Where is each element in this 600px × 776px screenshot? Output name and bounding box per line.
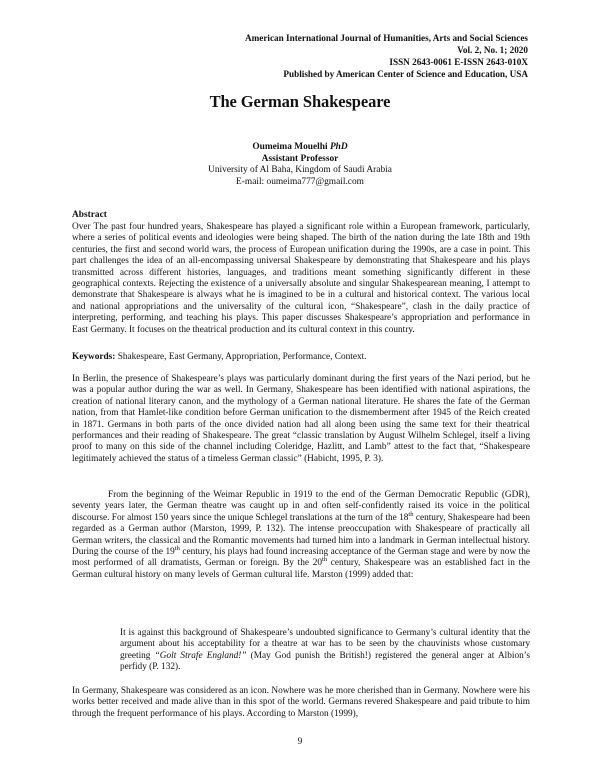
author-name: Oumeima Mouelhi — [252, 142, 328, 152]
journal-name: American International Journal of Humanities, Arts and Social Sciences — [244, 33, 528, 43]
journal-issn: ISSN 2643-0061 E-ISSN 2643-010X — [389, 57, 528, 67]
author-block — [0, 142, 600, 188]
paragraph-3: In Germany, Shakespeare was considered as an icon. Nowhere was he more cherished than in Germany. Nowhere were his works better received and made alive than in this spot of the world. Germans revered Shakespeare and paid tribute to him through the frequent performance of his plays. According to Marston (1999), — [72, 686, 530, 719]
superscript-th: th — [408, 510, 414, 518]
paper-title: The German Shakespeare — [209, 92, 391, 111]
paragraph-2-part-b: century, Shakespeare had been regarded as a German author (Marston, 1999, P. 132). The intense preoccupation with Shakespeare of practically all German writers, the classical and the Romantic movements had turned him into a landmark in German intellectual history. During the course of the 19 — [72, 512, 530, 558]
author-position: Assistant Professor — [261, 153, 339, 164]
journal-header — [245, 32, 528, 80]
author-line — [0, 142, 600, 154]
paragraph-2-part-c: century, his plays had found increasing acceptance of the German stage and were by now the most performed of all dramatists, German or foreign. By the 20 — [72, 547, 531, 569]
block-quote — [120, 628, 530, 674]
paragraph-2 — [72, 490, 530, 581]
page-number: 9 — [297, 737, 303, 747]
quote-part-a: It is against this background of Shakespeare’s undoubted significance to Germany’s cultural identity that the argument about his acceptability for a theatre at war has to be seen by the chauvinists whose customary greeting — [120, 628, 530, 661]
abstract-heading: Abstract — [72, 210, 107, 220]
quote-part-b: (May God punish the British!) registered the general anger at Albion’s perfidy (P. 132). — [120, 650, 530, 673]
quote-italic: “Golt Strafe England!” — [154, 650, 247, 661]
superscript-th: th — [322, 556, 328, 564]
paragraph-2-part-a: From the beginning of the Weimar Republic in 1919 to the end of the German Democratic Republic (GDR), seventy years later, the German theatre was caught up in and often self-confidently raised its voice in the political discourse. For almost 150 years since the unique Schlegel translations at the turn of the 18 — [72, 490, 530, 523]
author-email: E-mail: oumeima777@gmail.com — [236, 176, 364, 187]
keywords-text: Shakespeare, East Germany, Appropriation, Performance, Context. — [115, 352, 367, 362]
journal-volume: Vol. 2, No. 1; 2020 — [457, 45, 528, 55]
keywords-label: Keywords: — [72, 352, 116, 362]
author-degree: PhD — [329, 142, 348, 152]
abstract-text: Over The past four hundred years, Shakespeare has played a significant role within a European framework, particularly, where a series of political events and ideologies were being shaped. The birth of the nation during the late 18th and 19th centuries, the first and second world wars, the process of European unification during the 1990s, are a case in point. This part challenges the idea of an all-encompassing universal Shakespeare by demonstrating that Shakespeare and his plays transmitted across different histories, languages, and traditions meant something significantly different in these geographical contexts. Rejecting the existence of a universally absolute and singular Shakespearean meaning, I attempt to demonstrate that Shakespeare is always what he is imagined to be in a cultural and historical context. The various local and national appropriations and the universality of the cultural icon, “Shakespeare”, clash in the daily practice of interpreting, performing, and teaching his plays. This paper discusses Shakespeare’s appropriation and performance in East Germany. It focuses on the theatrical production and its cultural context in this country. — [72, 222, 530, 335]
paragraph-2-part-d: century, Shakespeare was an established fact in the German cultural history on many levels of German cultural life. Marston (1999) added that: — [72, 558, 530, 580]
keywords — [72, 352, 530, 363]
author-affiliation: University of Al Baha, Kingdom of Saudi Arabia — [208, 165, 392, 176]
journal-publisher: Published by American Center of Science and Education, USA — [283, 69, 528, 79]
superscript-th: th — [174, 544, 180, 552]
paragraph-1: In Berlin, the presence of Shakespeare’s plays was particularly dominant during the first years of the Nazi period, but he was a popular author during the war as well. In Germany, Shakespeare has been identified with national aspirations, the creation of national literary canon, and the mythology of a German national literature. He shares the fate of the German nation, from that Hamlet-like condition before German unification to the dismemberment after 1945 of the Reich created in 1871. Germans in both parts of the once divided nation had all along been using the same text for their theatrical performances and their reading of Shakespeare. The great “classic translation by August Wilhelm Schlegel, itself a living proof to many on this side of the channel including Coleridge, Hazlitt, and Lamb” attest to the fact that, “Shakespeare legitimately achieved the status of a timeless German classic” (Habicht, 1995, P. 3). — [72, 374, 530, 464]
